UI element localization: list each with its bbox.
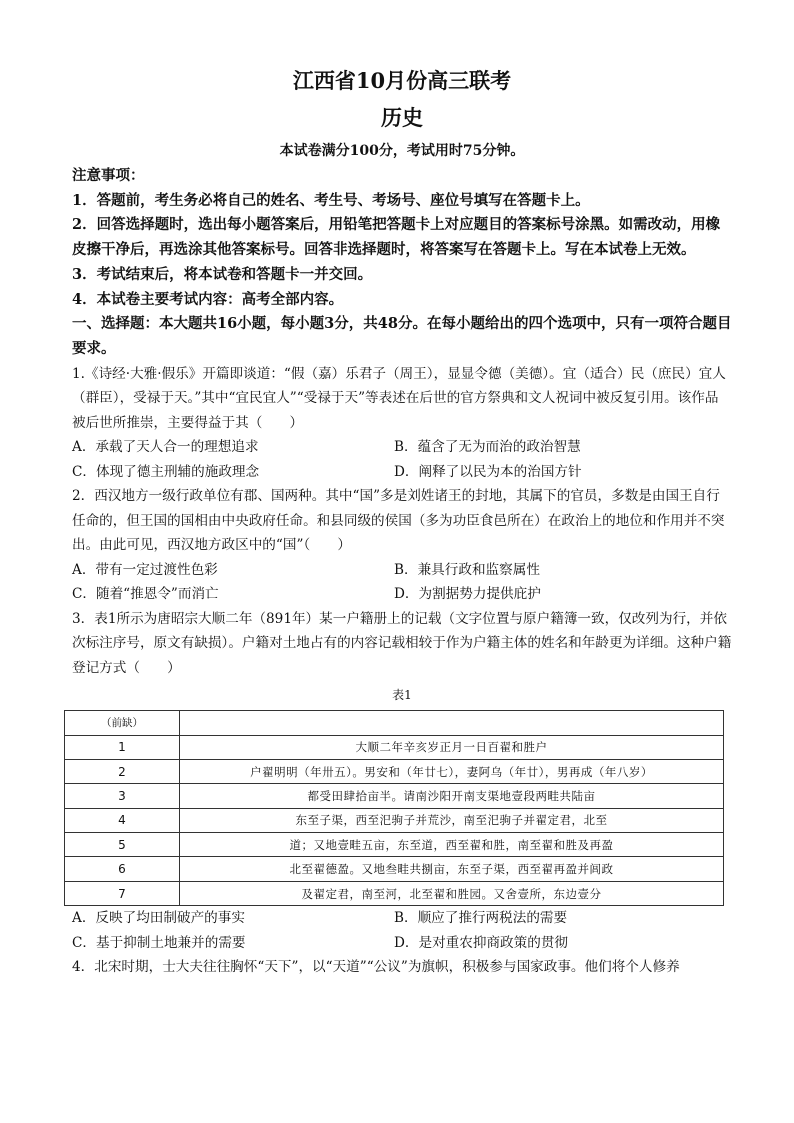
row-number: 4 bbox=[65, 808, 180, 832]
row-text: 户翟明明（年卅五）。男安和（年廿七），妻阿乌（年廿），男再成（年八岁） bbox=[180, 759, 724, 783]
table-row bbox=[65, 735, 724, 759]
question-1-options bbox=[72, 435, 732, 484]
option-d: D．阐释了以民为本的治国方针 bbox=[394, 463, 582, 480]
row-text: 北至翟德盈。又地叁畦共捌亩，东至子渠，西至翟再盈并闾政 bbox=[180, 857, 724, 881]
row-text: 都受田肆拾亩半。请南沙阳开南支渠地壹段两畦共陆亩 bbox=[180, 784, 724, 808]
question-2-stem: 2．西汉地方一级行政单位有郡、国两种。其中“国”多是刘姓诸王的封地，其属下的官员，多数是由国王自行任命的，但王国的国相由中央政府任命。和县同级的侯国（多为功臣食邑所在）在政治上的地位和作用并不突出。由此可见，西汉地方政区中的“国”（ ） bbox=[72, 488, 725, 554]
row-number: 7 bbox=[65, 881, 180, 905]
note-item: 4．本试卷主要考试内容：高考全部内容。 bbox=[72, 290, 344, 308]
table-row bbox=[65, 808, 724, 832]
row-text: 及翟定君，南至河，北至翟和胜园。又舍壹所，东边壹分 bbox=[180, 881, 724, 905]
note-item: 2．回答选择题时，选出每小题答案后，用铅笔把答题卡上对应题目的答案标号涂黑。如需改动，用橡皮擦干净后，再选涂其他答案标号。回答非选择题时，将答案写在答题卡上。写在本试卷上无效。 bbox=[72, 216, 721, 259]
option-d: D．是对重农抑商政策的贯彻 bbox=[394, 934, 569, 951]
row-number: 5 bbox=[65, 833, 180, 857]
option-a: A．承载了天人合一的理想追求 bbox=[72, 439, 259, 456]
row-text: 东至子渠，西至汜驹子并荒沙，南至汜驹子并翟定君，北至 bbox=[180, 808, 724, 832]
option-c: C．体现了德主刑辅的施政理念 bbox=[72, 463, 260, 480]
table-row bbox=[65, 759, 724, 783]
section-heading: 一、选择题：本大题共16小题，每小题3分，共48分。在每小题给出的四个选项中，只有一项符合题目要求。 bbox=[72, 315, 732, 357]
row-number: 2 bbox=[65, 759, 180, 783]
table-row bbox=[65, 833, 724, 857]
row-text bbox=[180, 711, 724, 735]
row-text: 道；又地壹畦五亩，东至道，西至翟和胜，南至翟和胜及再盈 bbox=[180, 833, 724, 857]
row-number: （前缺） bbox=[65, 711, 180, 735]
table-row bbox=[65, 857, 724, 881]
note-item: 3．考试结束后，将本试卷和答题卡一并交回。 bbox=[72, 265, 373, 283]
table-row bbox=[65, 711, 724, 735]
subject-title: 历史 bbox=[381, 105, 423, 130]
option-c: C．随着“推恩令”而消亡 bbox=[72, 586, 219, 603]
note-item: 1．答题前，考生务必将自己的姓名、考生号、考场号、座位号填写在答题卡上。 bbox=[72, 191, 590, 209]
table-row bbox=[65, 784, 724, 808]
household-register-table bbox=[64, 710, 724, 906]
option-a: A．反映了均田制破产的事实 bbox=[72, 910, 245, 927]
row-text: 大顺二年辛亥岁正月一日百翟和胜户 bbox=[180, 735, 724, 759]
exam-title: 江西省10月份高三联考 bbox=[292, 68, 512, 93]
option-b: B．顺应了推行两税法的需要 bbox=[394, 910, 568, 927]
option-d: D．为割据势力提供庇护 bbox=[394, 586, 541, 603]
question-3-stem: 3．表1所示为唐昭宗大顺二年（891年）某一户籍册上的记载（文字位置与原户籍簿一致，仅改列为行，并依次标注序号，原文有缺损）。户籍对土地占有的内容记载相较于作为户籍主体的姓名和年龄更为详细。这种户籍登记方式（ ） bbox=[72, 610, 732, 676]
row-number: 3 bbox=[65, 784, 180, 808]
question-4-stem: 4．北宋时期，士大夫往往胸怀“天下”，以“天道”“公议”为旗帜，积极参与国家政事。他们将个人修养 bbox=[72, 959, 680, 976]
row-number: 6 bbox=[65, 857, 180, 881]
option-b: B．蕴含了无为而治的政治智慧 bbox=[394, 439, 581, 456]
row-number: 1 bbox=[65, 735, 180, 759]
question-2-options bbox=[72, 558, 732, 607]
option-b: B．兼具行政和监察属性 bbox=[394, 561, 540, 578]
notes-heading: 注意事项： bbox=[72, 167, 145, 184]
question-3-options bbox=[72, 906, 732, 955]
exam-page bbox=[72, 64, 732, 980]
question-1-stem: 1.《诗经·大雅·假乐》开篇即谈道：“假（嘉）乐君子（周王），显显令德（美德）。宜（适合）民（庶民）宜人（群臣），受禄于天。”其中“宜民宜人”“受禄于天”等表述在后世的官方祭典和文人祝词中被反复引用。该作品被后世所推崇，主要得益于其（ ） bbox=[72, 365, 726, 431]
option-a: A．带有一定过渡性色彩 bbox=[72, 561, 218, 578]
table-caption: 表1 bbox=[392, 688, 412, 703]
exam-subtitle: 本试卷满分100分，考试用时75分钟。 bbox=[279, 143, 525, 159]
option-c: C．基于抑制土地兼并的需要 bbox=[72, 934, 246, 951]
table-row bbox=[65, 881, 724, 905]
